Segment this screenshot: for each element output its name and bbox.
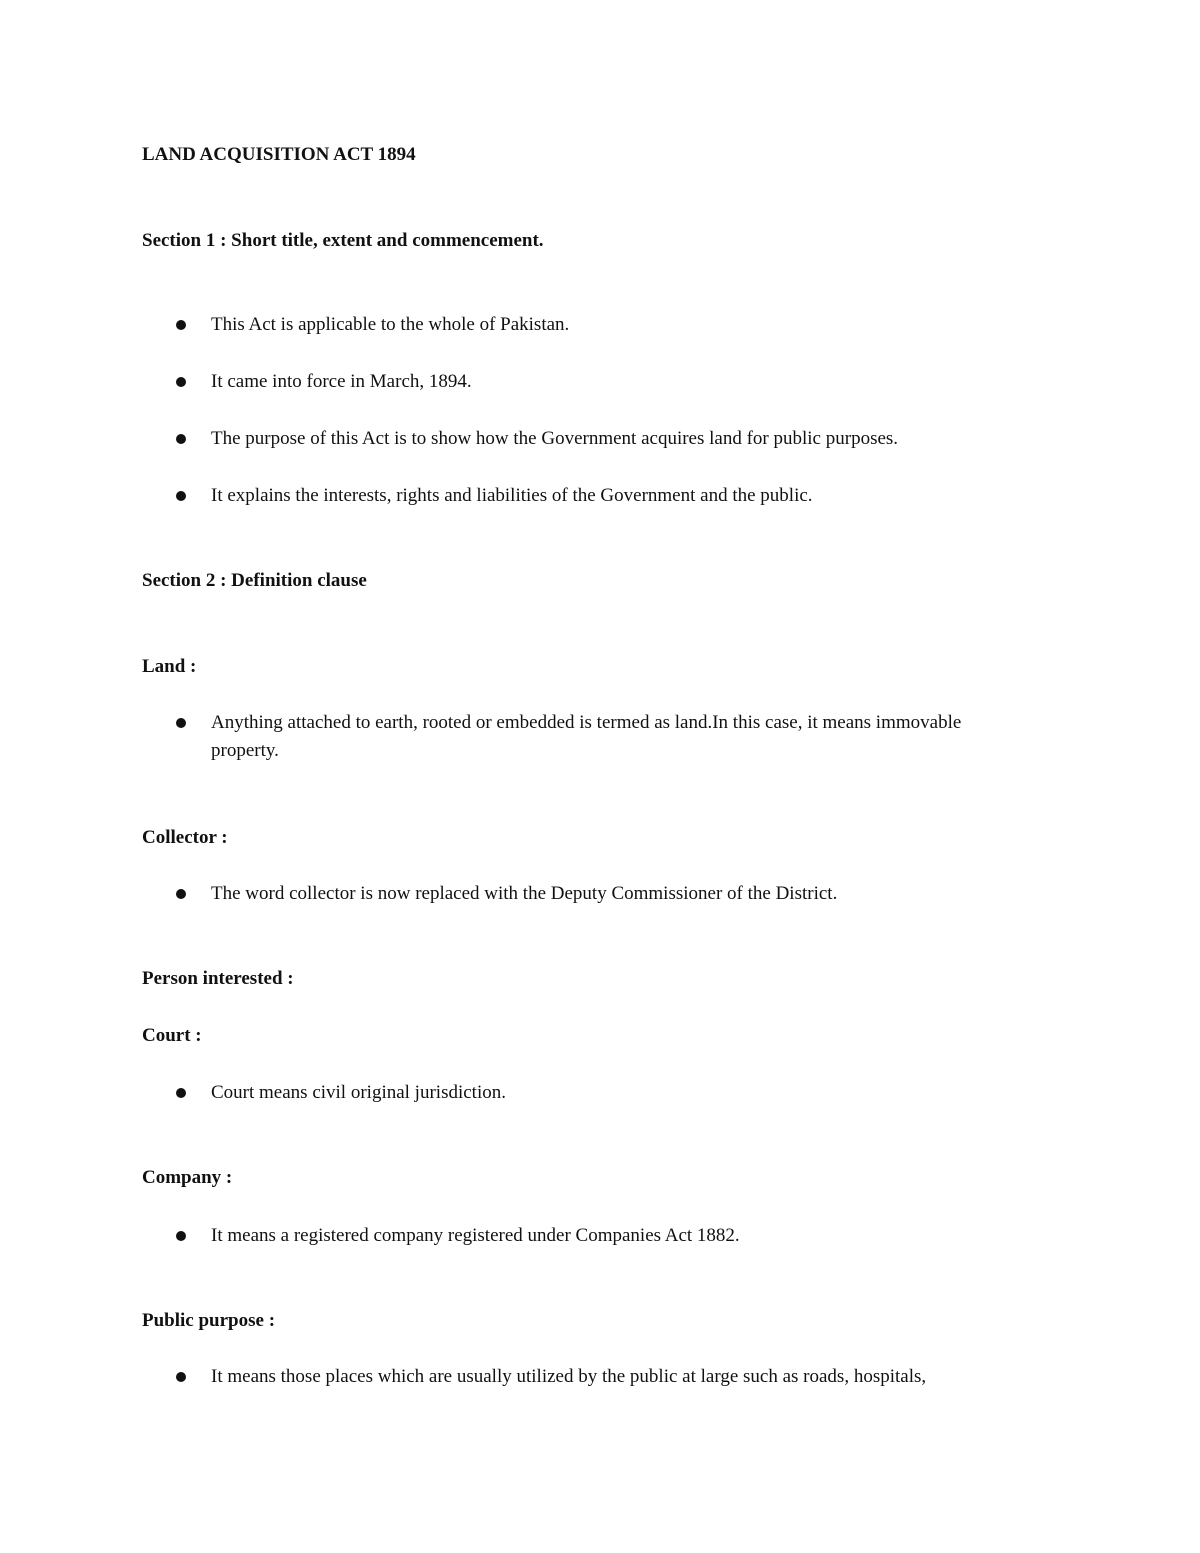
bullet-icon [176,1372,186,1382]
bullet-icon [176,718,186,728]
person-interested-heading: Person interested : [142,968,294,989]
section-1-heading: Section 1 : Short title, extent and commencement. [142,230,544,251]
bullet-icon [176,1088,186,1098]
section-2-heading: Section 2 : Definition clause [142,570,367,591]
list-item-text: Court means civil original jurisdiction. [211,1082,506,1103]
bullet-icon [176,889,186,899]
list-item-text: The word collector is now replaced with the Deputy Commissioner of the District. [211,883,838,904]
public-purpose-heading: Public purpose : [142,1310,276,1331]
bullet-icon [176,377,186,387]
list-item-text: The purpose of this Act is to show how the Government acquires land for public purposes. [211,428,899,449]
land-heading: Land : [142,656,197,677]
list-item-text: It means those places which are usually utilized by the public at large such as roads, hospitals, [211,1366,927,1387]
collector-heading: Collector : [142,827,228,848]
bullet-icon [176,491,186,501]
document-title: LAND ACQUISITION ACT 1894 [142,144,416,165]
list-item-text: This Act is applicable to the whole of Pakistan. [211,314,570,335]
bullet-icon [176,434,186,444]
list-item-text: It came into force in March, 1894. [211,371,472,392]
list-item-text: It explains the interests, rights and liabilities of the Government and the public. [211,485,813,506]
bullet-icon [176,1231,186,1241]
bullet-icon [176,320,186,330]
list-item-text: Anything attached to earth, rooted or embedded is termed as land.In this case, it means immovable property. [211,712,962,761]
list-item-text: It means a registered company registered under Companies Act 1882. [211,1225,740,1246]
company-heading: Company : [142,1167,233,1188]
court-heading: Court : [142,1025,202,1046]
